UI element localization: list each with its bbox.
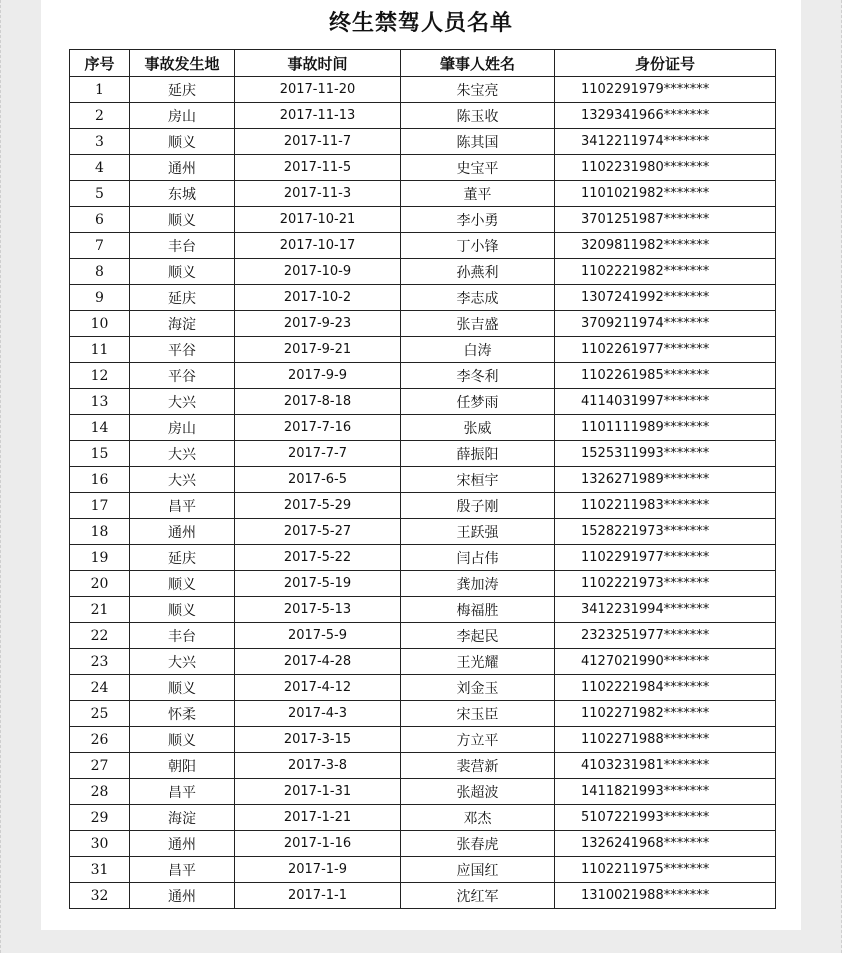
cell-location: 延庆 [130,285,235,311]
table-row [70,571,776,597]
header-index: 序号 [70,50,130,77]
cell-date: 2017-5-22 [235,545,401,571]
cell-name: 方立平 [401,727,555,753]
cell-index: 7 [70,233,130,259]
table-row [70,233,776,259]
cell-id-number: 4103231981******* [555,753,776,779]
cell-id-number: 1411821993******* [555,779,776,805]
cell-id-number: 1102231980******* [555,155,776,181]
table-row [70,181,776,207]
cell-date: 2017-10-9 [235,259,401,285]
table-row [70,337,776,363]
cell-name: 李小勇 [401,207,555,233]
table-row [70,103,776,129]
cell-name: 龚加涛 [401,571,555,597]
document-page [41,0,801,930]
cell-index: 2 [70,103,130,129]
cell-index: 10 [70,311,130,337]
cell-index: 4 [70,155,130,181]
cell-index: 16 [70,467,130,493]
cell-date: 2017-1-16 [235,831,401,857]
cell-name: 白涛 [401,337,555,363]
cell-index: 29 [70,805,130,831]
table-row [70,701,776,727]
cell-index: 27 [70,753,130,779]
cell-id-number: 1102291977******* [555,545,776,571]
banned-drivers-table [69,49,776,909]
cell-location: 通州 [130,831,235,857]
cell-id-number: 1102211975******* [555,857,776,883]
cell-date: 2017-9-9 [235,363,401,389]
table-row [70,597,776,623]
cell-date: 2017-5-9 [235,623,401,649]
table-row [70,753,776,779]
cell-index: 6 [70,207,130,233]
cell-id-number: 5107221993******* [555,805,776,831]
table-row [70,623,776,649]
cell-id-number: 1329341966******* [555,103,776,129]
cell-location: 延庆 [130,545,235,571]
cell-index: 24 [70,675,130,701]
cell-name: 朱宝亮 [401,77,555,103]
cell-date: 2017-3-8 [235,753,401,779]
cell-id-number: 1102221984******* [555,675,776,701]
cell-id-number: 1101021982******* [555,181,776,207]
cell-location: 大兴 [130,467,235,493]
cell-id-number: 1102261985******* [555,363,776,389]
cell-date: 2017-11-13 [235,103,401,129]
cell-location: 顺义 [130,207,235,233]
cell-date: 2017-1-9 [235,857,401,883]
cell-name: 刘金玉 [401,675,555,701]
cell-index: 11 [70,337,130,363]
cell-location: 通州 [130,883,235,909]
table-row [70,285,776,311]
cell-location: 顺义 [130,675,235,701]
cell-location: 大兴 [130,649,235,675]
document-title: 终生禁驾人员名单 [328,10,513,36]
table-header-row [70,50,776,77]
cell-date: 2017-10-17 [235,233,401,259]
cell-index: 17 [70,493,130,519]
header-date: 事故时间 [235,50,401,77]
cell-name: 陈其国 [401,129,555,155]
cell-index: 3 [70,129,130,155]
table-row [70,77,776,103]
cell-date: 2017-7-16 [235,415,401,441]
cell-location: 平谷 [130,337,235,363]
cell-location: 昌平 [130,857,235,883]
cell-location: 延庆 [130,77,235,103]
cell-name: 应国红 [401,857,555,883]
cell-index: 28 [70,779,130,805]
cell-name: 丁小锋 [401,233,555,259]
cell-index: 14 [70,415,130,441]
cell-index: 15 [70,441,130,467]
cell-name: 裴营新 [401,753,555,779]
cell-name: 沈红军 [401,883,555,909]
cell-location: 顺义 [130,129,235,155]
cell-id-number: 1310021988******* [555,883,776,909]
cell-location: 昌平 [130,779,235,805]
cell-id-number: 1101111989******* [555,415,776,441]
cell-name: 殷子刚 [401,493,555,519]
cell-id-number: 1102221973******* [555,571,776,597]
cell-id-number: 3209811982******* [555,233,776,259]
cell-date: 2017-5-13 [235,597,401,623]
cell-index: 8 [70,259,130,285]
cell-location: 顺义 [130,571,235,597]
header-name: 肇事人姓名 [401,50,555,77]
cell-id-number: 3412231994******* [555,597,776,623]
table-row [70,155,776,181]
cell-index: 20 [70,571,130,597]
cell-location: 通州 [130,155,235,181]
cell-index: 32 [70,883,130,909]
table-row [70,259,776,285]
cell-name: 邓杰 [401,805,555,831]
cell-location: 怀柔 [130,701,235,727]
table-row [70,545,776,571]
cell-name: 宋桓宇 [401,467,555,493]
cell-location: 丰台 [130,623,235,649]
cell-date: 2017-9-23 [235,311,401,337]
cell-name: 宋玉臣 [401,701,555,727]
cell-date: 2017-1-31 [235,779,401,805]
cell-date: 2017-1-21 [235,805,401,831]
cell-date: 2017-5-29 [235,493,401,519]
table-row [70,363,776,389]
cell-name: 梅福胜 [401,597,555,623]
table-row [70,805,776,831]
cell-date: 2017-1-1 [235,883,401,909]
cell-id-number: 1525311993******* [555,441,776,467]
cell-date: 2017-9-21 [235,337,401,363]
cell-id-number: 2323251977******* [555,623,776,649]
table-row [70,441,776,467]
cell-date: 2017-4-3 [235,701,401,727]
table-row [70,207,776,233]
cell-name: 薛振阳 [401,441,555,467]
cell-id-number: 4114031997******* [555,389,776,415]
cell-index: 21 [70,597,130,623]
cell-id-number: 4127021990******* [555,649,776,675]
cell-index: 19 [70,545,130,571]
cell-id-number: 3709211974******* [555,311,776,337]
cell-name: 董平 [401,181,555,207]
cell-name: 陈玉收 [401,103,555,129]
cell-index: 1 [70,77,130,103]
table-row [70,311,776,337]
cell-id-number: 1326241968******* [555,831,776,857]
cell-date: 2017-4-28 [235,649,401,675]
cell-date: 2017-10-2 [235,285,401,311]
table-row [70,649,776,675]
cell-name: 孙燕利 [401,259,555,285]
cell-name: 张春虎 [401,831,555,857]
cell-location: 房山 [130,415,235,441]
cell-index: 5 [70,181,130,207]
cell-id-number: 3701251987******* [555,207,776,233]
header-location: 事故发生地 [130,50,235,77]
cell-date: 2017-11-5 [235,155,401,181]
cell-location: 昌平 [130,493,235,519]
cell-date: 2017-5-27 [235,519,401,545]
table-row [70,675,776,701]
table-row [70,467,776,493]
table-row [70,857,776,883]
cell-location: 顺义 [130,259,235,285]
cell-name: 史宝平 [401,155,555,181]
cell-name: 李志成 [401,285,555,311]
cell-date: 2017-10-21 [235,207,401,233]
cell-index: 13 [70,389,130,415]
cell-location: 大兴 [130,389,235,415]
cell-index: 31 [70,857,130,883]
table-row [70,129,776,155]
cell-date: 2017-7-7 [235,441,401,467]
cell-location: 东城 [130,181,235,207]
cell-location: 大兴 [130,441,235,467]
cell-id-number: 1102271988******* [555,727,776,753]
cell-location: 朝阳 [130,753,235,779]
cell-date: 2017-5-19 [235,571,401,597]
cell-id-number: 1326271989******* [555,467,776,493]
cell-index: 23 [70,649,130,675]
cell-index: 9 [70,285,130,311]
cell-id-number: 3412211974******* [555,129,776,155]
cell-index: 18 [70,519,130,545]
cell-index: 26 [70,727,130,753]
cell-location: 平谷 [130,363,235,389]
cell-name: 闫占伟 [401,545,555,571]
cell-location: 房山 [130,103,235,129]
cell-name: 张吉盛 [401,311,555,337]
cell-index: 12 [70,363,130,389]
cell-date: 2017-3-15 [235,727,401,753]
cell-location: 丰台 [130,233,235,259]
table-row [70,519,776,545]
table-row [70,727,776,753]
cell-location: 海淀 [130,805,235,831]
cell-name: 张威 [401,415,555,441]
cell-date: 2017-6-5 [235,467,401,493]
table-row [70,493,776,519]
table-body [70,77,776,909]
cell-id-number: 1102261977******* [555,337,776,363]
cell-date: 2017-11-3 [235,181,401,207]
header-id-number: 身份证号 [555,50,776,77]
cell-id-number: 1102221982******* [555,259,776,285]
cell-id-number: 1307241992******* [555,285,776,311]
cell-name: 张超波 [401,779,555,805]
cell-name: 任梦雨 [401,389,555,415]
cell-location: 海淀 [130,311,235,337]
table-row [70,883,776,909]
cell-date: 2017-11-7 [235,129,401,155]
cell-name: 王跃强 [401,519,555,545]
cell-location: 顺义 [130,597,235,623]
cell-date: 2017-8-18 [235,389,401,415]
cell-index: 30 [70,831,130,857]
table-row [70,389,776,415]
cell-date: 2017-4-12 [235,675,401,701]
cell-name: 王光耀 [401,649,555,675]
cell-location: 顺义 [130,727,235,753]
table-row [70,779,776,805]
cell-location: 通州 [130,519,235,545]
cell-index: 22 [70,623,130,649]
cell-id-number: 1102271982******* [555,701,776,727]
cell-date: 2017-11-20 [235,77,401,103]
table-row [70,831,776,857]
cell-id-number: 1528221973******* [555,519,776,545]
cell-name: 李起民 [401,623,555,649]
cell-name: 李冬利 [401,363,555,389]
cell-id-number: 1102291979******* [555,77,776,103]
cell-id-number: 1102211983******* [555,493,776,519]
cell-index: 25 [70,701,130,727]
table-row [70,415,776,441]
